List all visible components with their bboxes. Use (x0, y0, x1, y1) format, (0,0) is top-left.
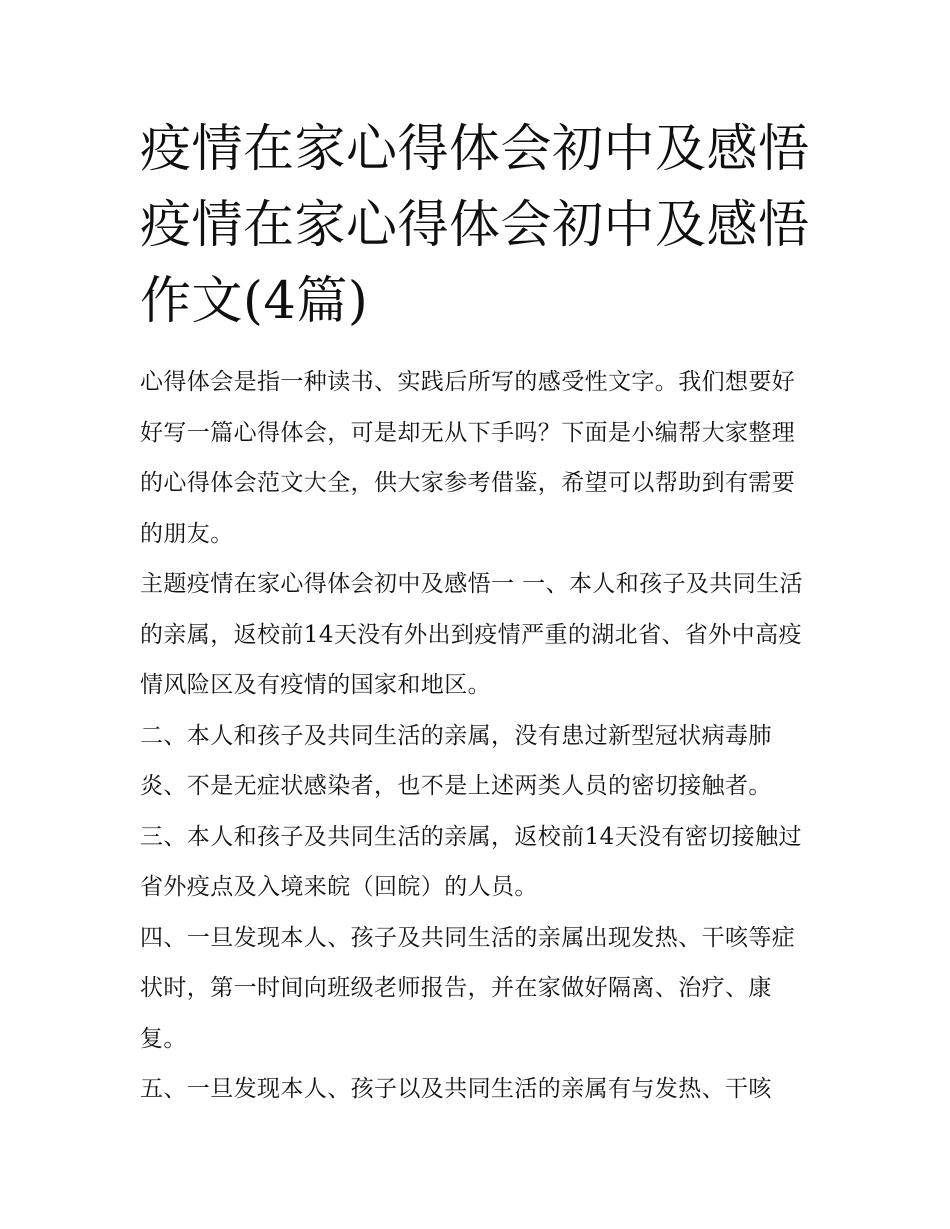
paragraph-item-4: 四、一旦发现本人、孩子及共同生活的亲属出现发热、干咳等症状时，第一时间向班级老师报告，并在家做好隔离、治疗、康复。 (140, 924, 796, 1052)
paragraph-item-2: 二、本人和孩子及共同生活的亲属，没有患过新型冠状病毒肺炎、不是无症状感染者，也不是上述两类人员的密切接触者。 (140, 722, 772, 799)
document-title: 疫情在家心得体会初中及感悟疫情在家心得体会初中及感悟作文(4篇) (140, 120, 810, 331)
paragraph-item-5: 五、一旦发现本人、孩子以及共同生活的亲属有与发热、干咳 (140, 1076, 772, 1102)
document-page (140, 0, 812, 1115)
document-body (140, 357, 812, 1115)
paragraph-item-1: 主题疫情在家心得体会初中及感悟一 一、本人和孩子及共同生活的亲属，返校前14天没有外出到疫情严重的湖北省、省外中高疫情风险区及有疫情的国家和地区。 (140, 571, 803, 698)
paragraph-item-3: 三、本人和孩子及共同生活的亲属，返校前14天没有密切接触过省外疫点及入境来皖（回皖）的人员。 (140, 823, 802, 900)
paragraph-intro: 心得体会是指一种读书、实践后所写的感受性文字。我们想要好好写一篇心得体会，可是却无从下手吗？下面是小编帮大家整理的心得体会范文大全，供大家参考借鉴，希望可以帮助到有需要的朋友。 (140, 369, 796, 547)
